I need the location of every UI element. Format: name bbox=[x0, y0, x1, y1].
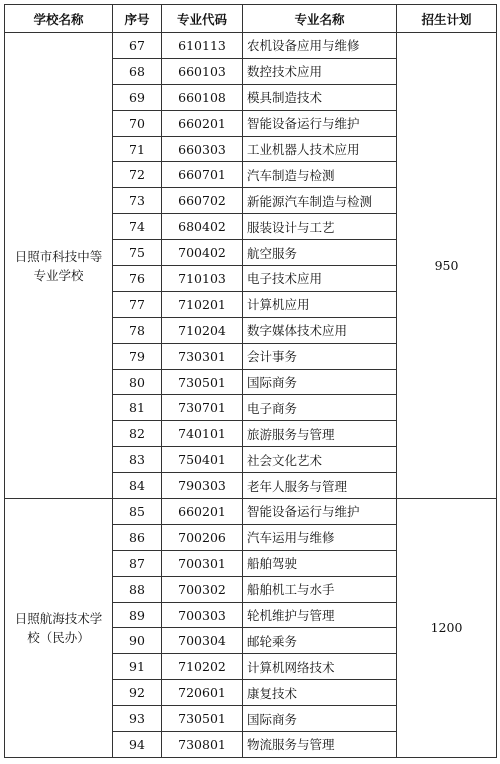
seq-cell: 85 bbox=[113, 499, 162, 525]
major-name-cell: 物流服务与管理 bbox=[243, 732, 397, 758]
seq-cell: 72 bbox=[113, 162, 162, 188]
major-code-cell: 680402 bbox=[162, 214, 243, 240]
major-code-cell: 710202 bbox=[162, 654, 243, 680]
major-name-cell: 旅游服务与管理 bbox=[243, 421, 397, 447]
major-code-cell: 710204 bbox=[162, 317, 243, 343]
enrollment-plan-cell: 1200 bbox=[397, 499, 497, 758]
seq-cell: 70 bbox=[113, 110, 162, 136]
major-name-cell: 模具制造技术 bbox=[243, 84, 397, 110]
major-name-cell: 计算机应用 bbox=[243, 291, 397, 317]
seq-cell: 87 bbox=[113, 550, 162, 576]
major-name-cell: 电子商务 bbox=[243, 395, 397, 421]
table-body bbox=[5, 33, 497, 758]
seq-cell: 91 bbox=[113, 654, 162, 680]
major-name-cell: 汽车制造与检测 bbox=[243, 162, 397, 188]
major-code-cell: 790303 bbox=[162, 473, 243, 499]
major-code-cell: 660108 bbox=[162, 84, 243, 110]
major-code-cell: 700304 bbox=[162, 628, 243, 654]
seq-cell: 67 bbox=[113, 33, 162, 59]
seq-cell: 82 bbox=[113, 421, 162, 447]
seq-cell: 88 bbox=[113, 576, 162, 602]
major-name-cell: 农机设备应用与维修 bbox=[243, 33, 397, 59]
table-header bbox=[5, 5, 497, 33]
major-name-cell: 轮机维护与管理 bbox=[243, 602, 397, 628]
seq-cell: 94 bbox=[113, 732, 162, 758]
major-name-cell: 汽车运用与维修 bbox=[243, 524, 397, 550]
major-name-cell: 计算机网络技术 bbox=[243, 654, 397, 680]
major-name-cell: 老年人服务与管理 bbox=[243, 473, 397, 499]
major-code-cell: 750401 bbox=[162, 447, 243, 473]
major-code-cell: 710103 bbox=[162, 266, 243, 292]
header-row bbox=[5, 5, 497, 33]
header-major-name: 专业名称 bbox=[243, 5, 397, 33]
seq-cell: 93 bbox=[113, 706, 162, 732]
header-seq: 序号 bbox=[113, 5, 162, 33]
major-code-cell: 740101 bbox=[162, 421, 243, 447]
seq-cell: 80 bbox=[113, 369, 162, 395]
major-code-cell: 730501 bbox=[162, 369, 243, 395]
major-code-cell: 660701 bbox=[162, 162, 243, 188]
enrollment-plan-table bbox=[4, 4, 497, 758]
major-name-cell: 国际商务 bbox=[243, 369, 397, 395]
major-name-cell: 智能设备运行与维护 bbox=[243, 499, 397, 525]
seq-cell: 84 bbox=[113, 473, 162, 499]
seq-cell: 81 bbox=[113, 395, 162, 421]
major-code-cell: 730301 bbox=[162, 343, 243, 369]
seq-cell: 83 bbox=[113, 447, 162, 473]
seq-cell: 69 bbox=[113, 84, 162, 110]
major-name-cell: 工业机器人技术应用 bbox=[243, 136, 397, 162]
table-row bbox=[5, 499, 497, 525]
table-row bbox=[5, 33, 497, 59]
major-code-cell: 730501 bbox=[162, 706, 243, 732]
major-code-cell: 720601 bbox=[162, 680, 243, 706]
seq-cell: 89 bbox=[113, 602, 162, 628]
seq-cell: 68 bbox=[113, 58, 162, 84]
major-code-cell: 700206 bbox=[162, 524, 243, 550]
major-name-cell: 邮轮乘务 bbox=[243, 628, 397, 654]
major-code-cell: 700303 bbox=[162, 602, 243, 628]
major-name-cell: 国际商务 bbox=[243, 706, 397, 732]
school-name-cell: 日照市科技中等专业学校 bbox=[5, 33, 113, 499]
seq-cell: 77 bbox=[113, 291, 162, 317]
major-name-cell: 数字媒体技术应用 bbox=[243, 317, 397, 343]
major-code-cell: 730701 bbox=[162, 395, 243, 421]
major-name-cell: 新能源汽车制造与检测 bbox=[243, 188, 397, 214]
major-code-cell: 660201 bbox=[162, 499, 243, 525]
header-enrollment-plan: 招生计划 bbox=[397, 5, 497, 33]
seq-cell: 90 bbox=[113, 628, 162, 654]
major-code-cell: 610113 bbox=[162, 33, 243, 59]
major-name-cell: 社会文化艺术 bbox=[243, 447, 397, 473]
major-name-cell: 数控技术应用 bbox=[243, 58, 397, 84]
major-name-cell: 电子技术应用 bbox=[243, 266, 397, 292]
seq-cell: 74 bbox=[113, 214, 162, 240]
major-code-cell: 660201 bbox=[162, 110, 243, 136]
major-code-cell: 730801 bbox=[162, 732, 243, 758]
seq-cell: 92 bbox=[113, 680, 162, 706]
major-name-cell: 服装设计与工艺 bbox=[243, 214, 397, 240]
seq-cell: 86 bbox=[113, 524, 162, 550]
header-school-name: 学校名称 bbox=[5, 5, 113, 33]
seq-cell: 76 bbox=[113, 266, 162, 292]
seq-cell: 75 bbox=[113, 240, 162, 266]
major-code-cell: 660303 bbox=[162, 136, 243, 162]
major-code-cell: 700402 bbox=[162, 240, 243, 266]
major-name-cell: 智能设备运行与维护 bbox=[243, 110, 397, 136]
major-name-cell: 会计事务 bbox=[243, 343, 397, 369]
seq-cell: 79 bbox=[113, 343, 162, 369]
seq-cell: 73 bbox=[113, 188, 162, 214]
major-name-cell: 康复技术 bbox=[243, 680, 397, 706]
major-name-cell: 船舶机工与水手 bbox=[243, 576, 397, 602]
major-code-cell: 700301 bbox=[162, 550, 243, 576]
major-code-cell: 700302 bbox=[162, 576, 243, 602]
seq-cell: 71 bbox=[113, 136, 162, 162]
major-code-cell: 660702 bbox=[162, 188, 243, 214]
enrollment-plan-cell: 950 bbox=[397, 33, 497, 499]
major-name-cell: 航空服务 bbox=[243, 240, 397, 266]
seq-cell: 78 bbox=[113, 317, 162, 343]
enrollment-table-container bbox=[4, 4, 497, 758]
major-code-cell: 710201 bbox=[162, 291, 243, 317]
header-major-code: 专业代码 bbox=[162, 5, 243, 33]
major-name-cell: 船舶驾驶 bbox=[243, 550, 397, 576]
school-name-cell: 日照航海技术学校（民办） bbox=[5, 499, 113, 758]
major-code-cell: 660103 bbox=[162, 58, 243, 84]
